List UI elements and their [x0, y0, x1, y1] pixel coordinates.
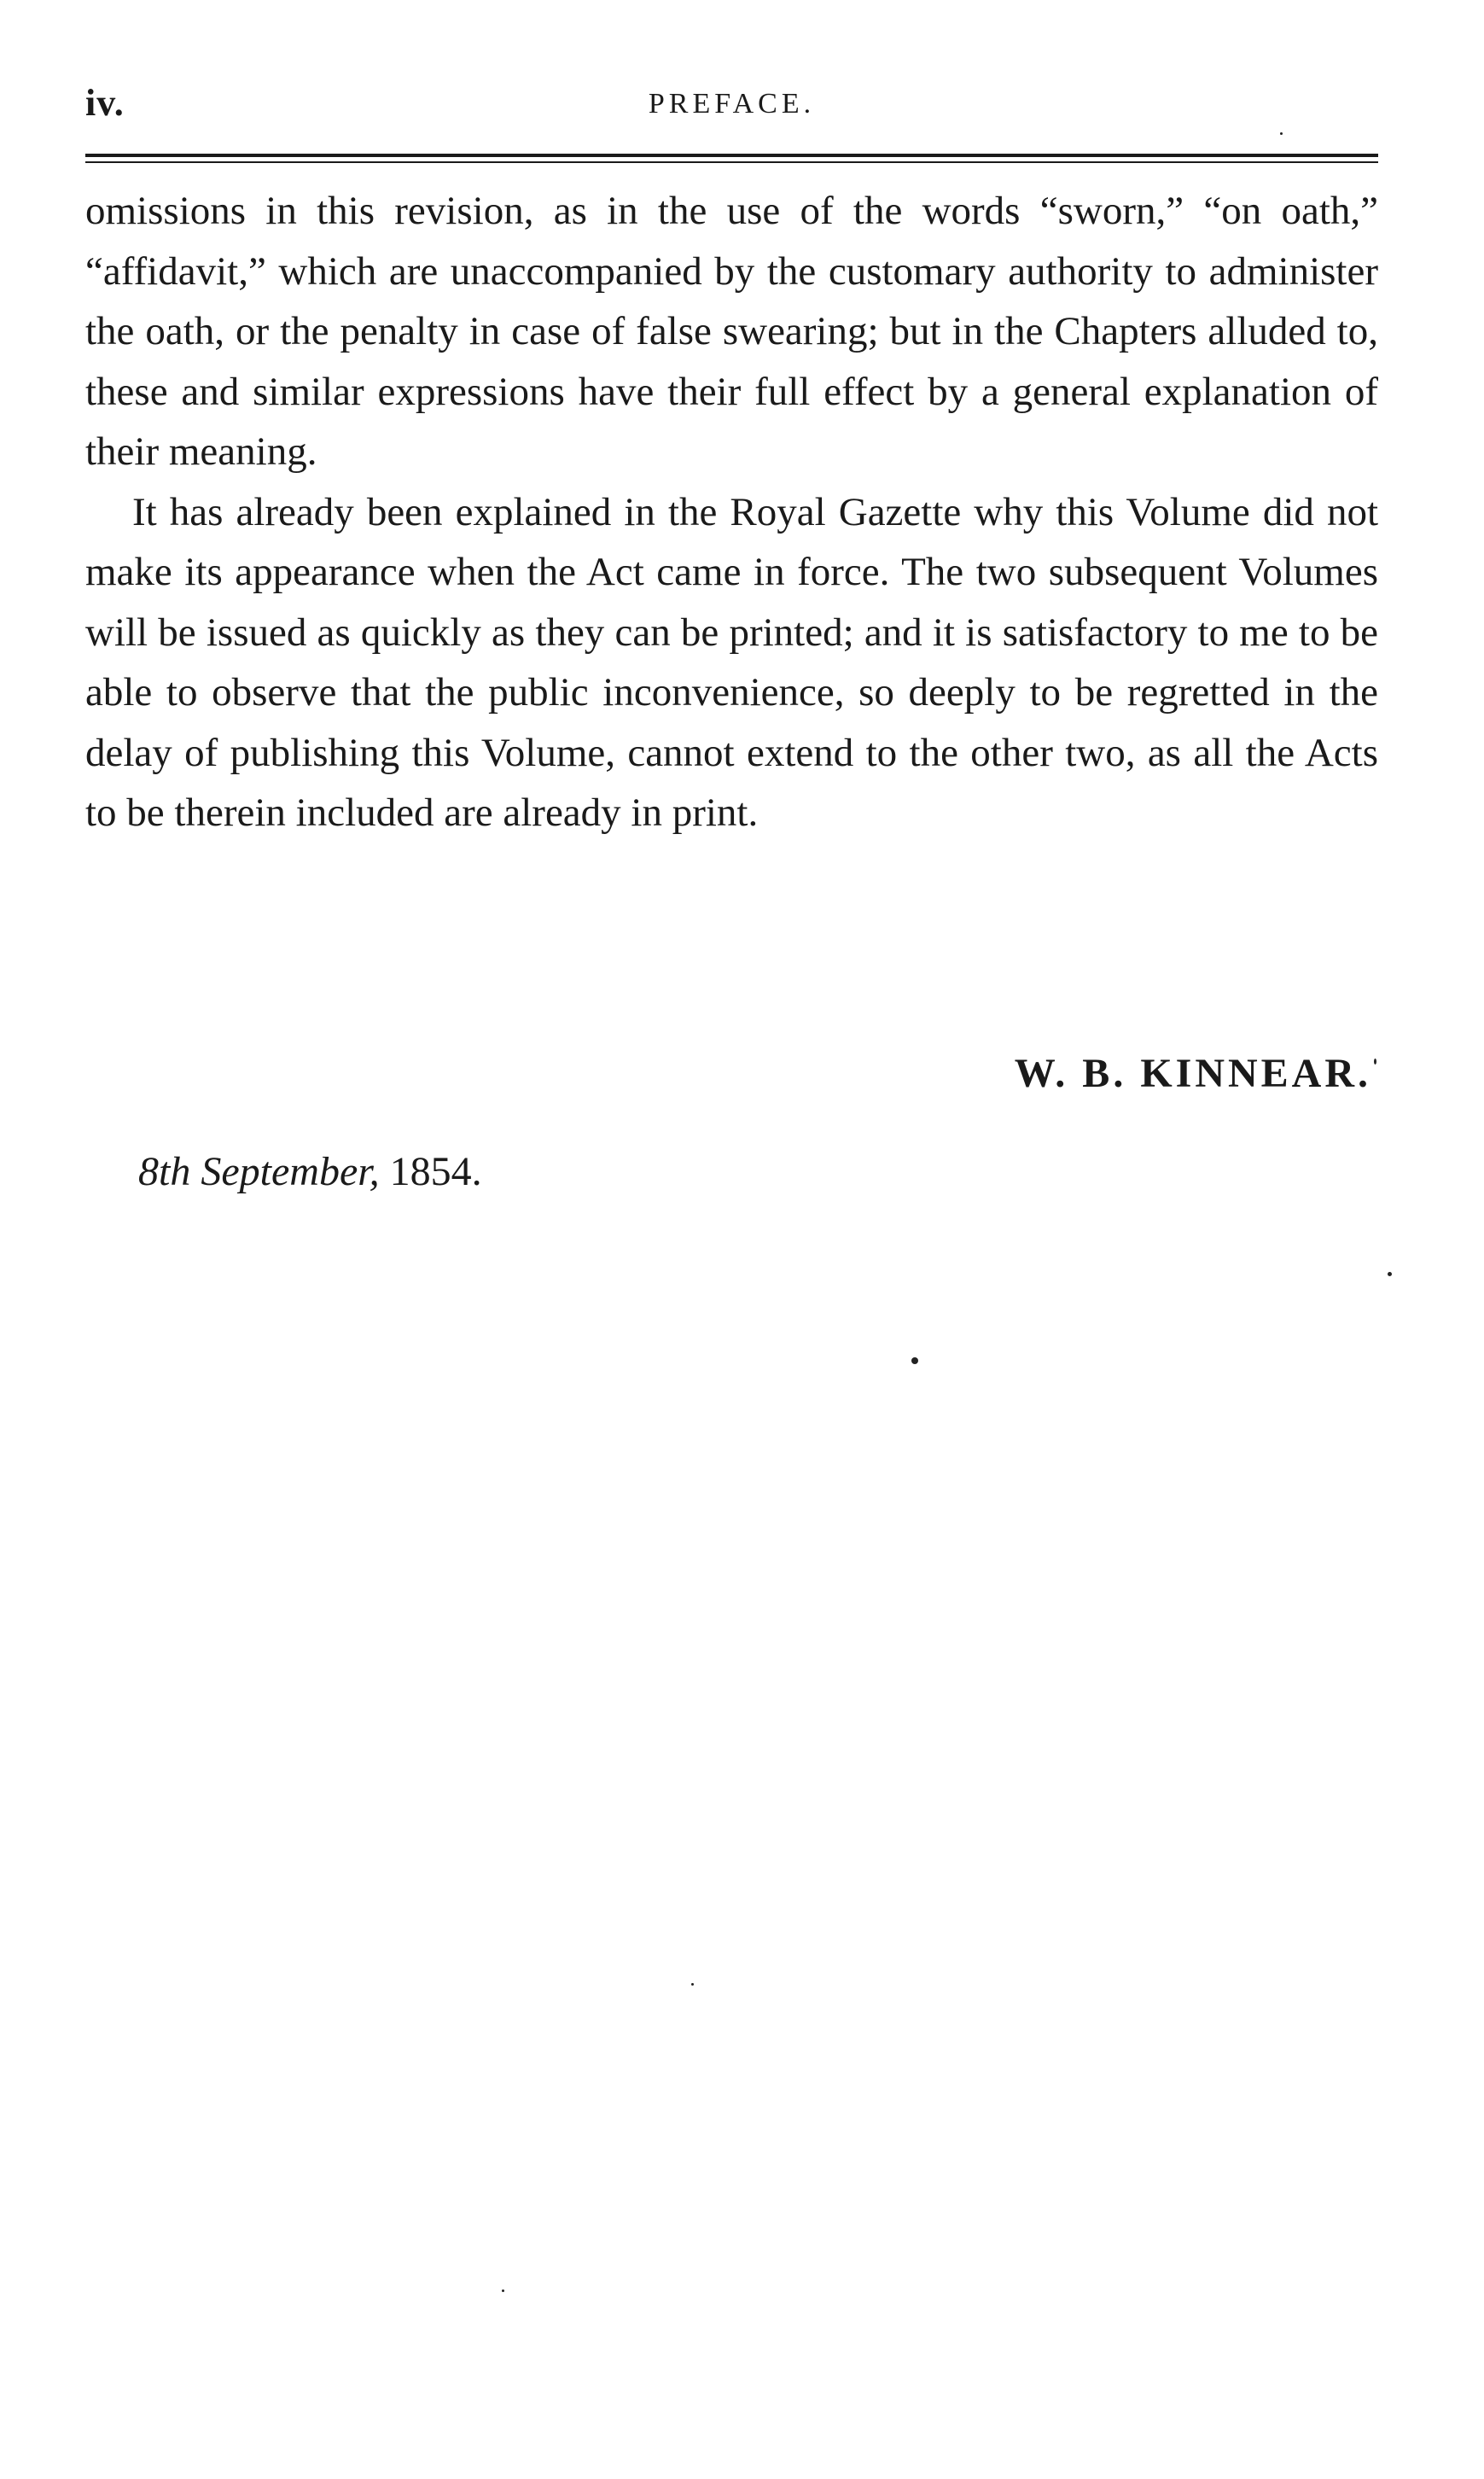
page-number: iv.	[85, 82, 125, 124]
paragraph-continued: omissions in this revision, as in the use of the words “sworn,” “on oath,” “affidavit,” which are unaccompanied by the customary authority to administer the oath, or the penalty in case of false swearing; but in the Chapters alluded to, these and similar expressions have their full effect by a general explanation of their meaning.	[85, 189, 1378, 474]
scan-speck	[1374, 1059, 1376, 1065]
scan-speck	[1388, 1272, 1392, 1276]
scan-speck	[502, 2289, 504, 2292]
date-day: 8th	[138, 1149, 191, 1194]
scan-speck	[1280, 132, 1283, 135]
scan-speck	[911, 1357, 918, 1364]
preface-body	[85, 181, 1378, 843]
signature: W. B. KINNEAR.	[1014, 1051, 1371, 1096]
scan-speck	[691, 1983, 694, 1986]
date-month: September,	[201, 1149, 380, 1194]
running-head: PREFACE.	[648, 88, 816, 120]
paragraph: It has already been explained in the Royal Gazette why this Volume did not make its appearance when the Act came in force. The two subsequent Volumes will be issued as quickly as they can be printed; and it is satisfactory to me to be able to observe that the public inconvenience, so deeply to be regretted in the delay of publishing this Volume, cannot extend to the other two, as all the Acts to be therein included are already in print.	[85, 489, 1378, 835]
dateline	[138, 1148, 482, 1195]
page-header	[85, 81, 1378, 132]
header-rule-thin	[85, 161, 1378, 163]
header-rule-thick	[85, 154, 1378, 157]
date-year: 1854.	[389, 1149, 482, 1194]
